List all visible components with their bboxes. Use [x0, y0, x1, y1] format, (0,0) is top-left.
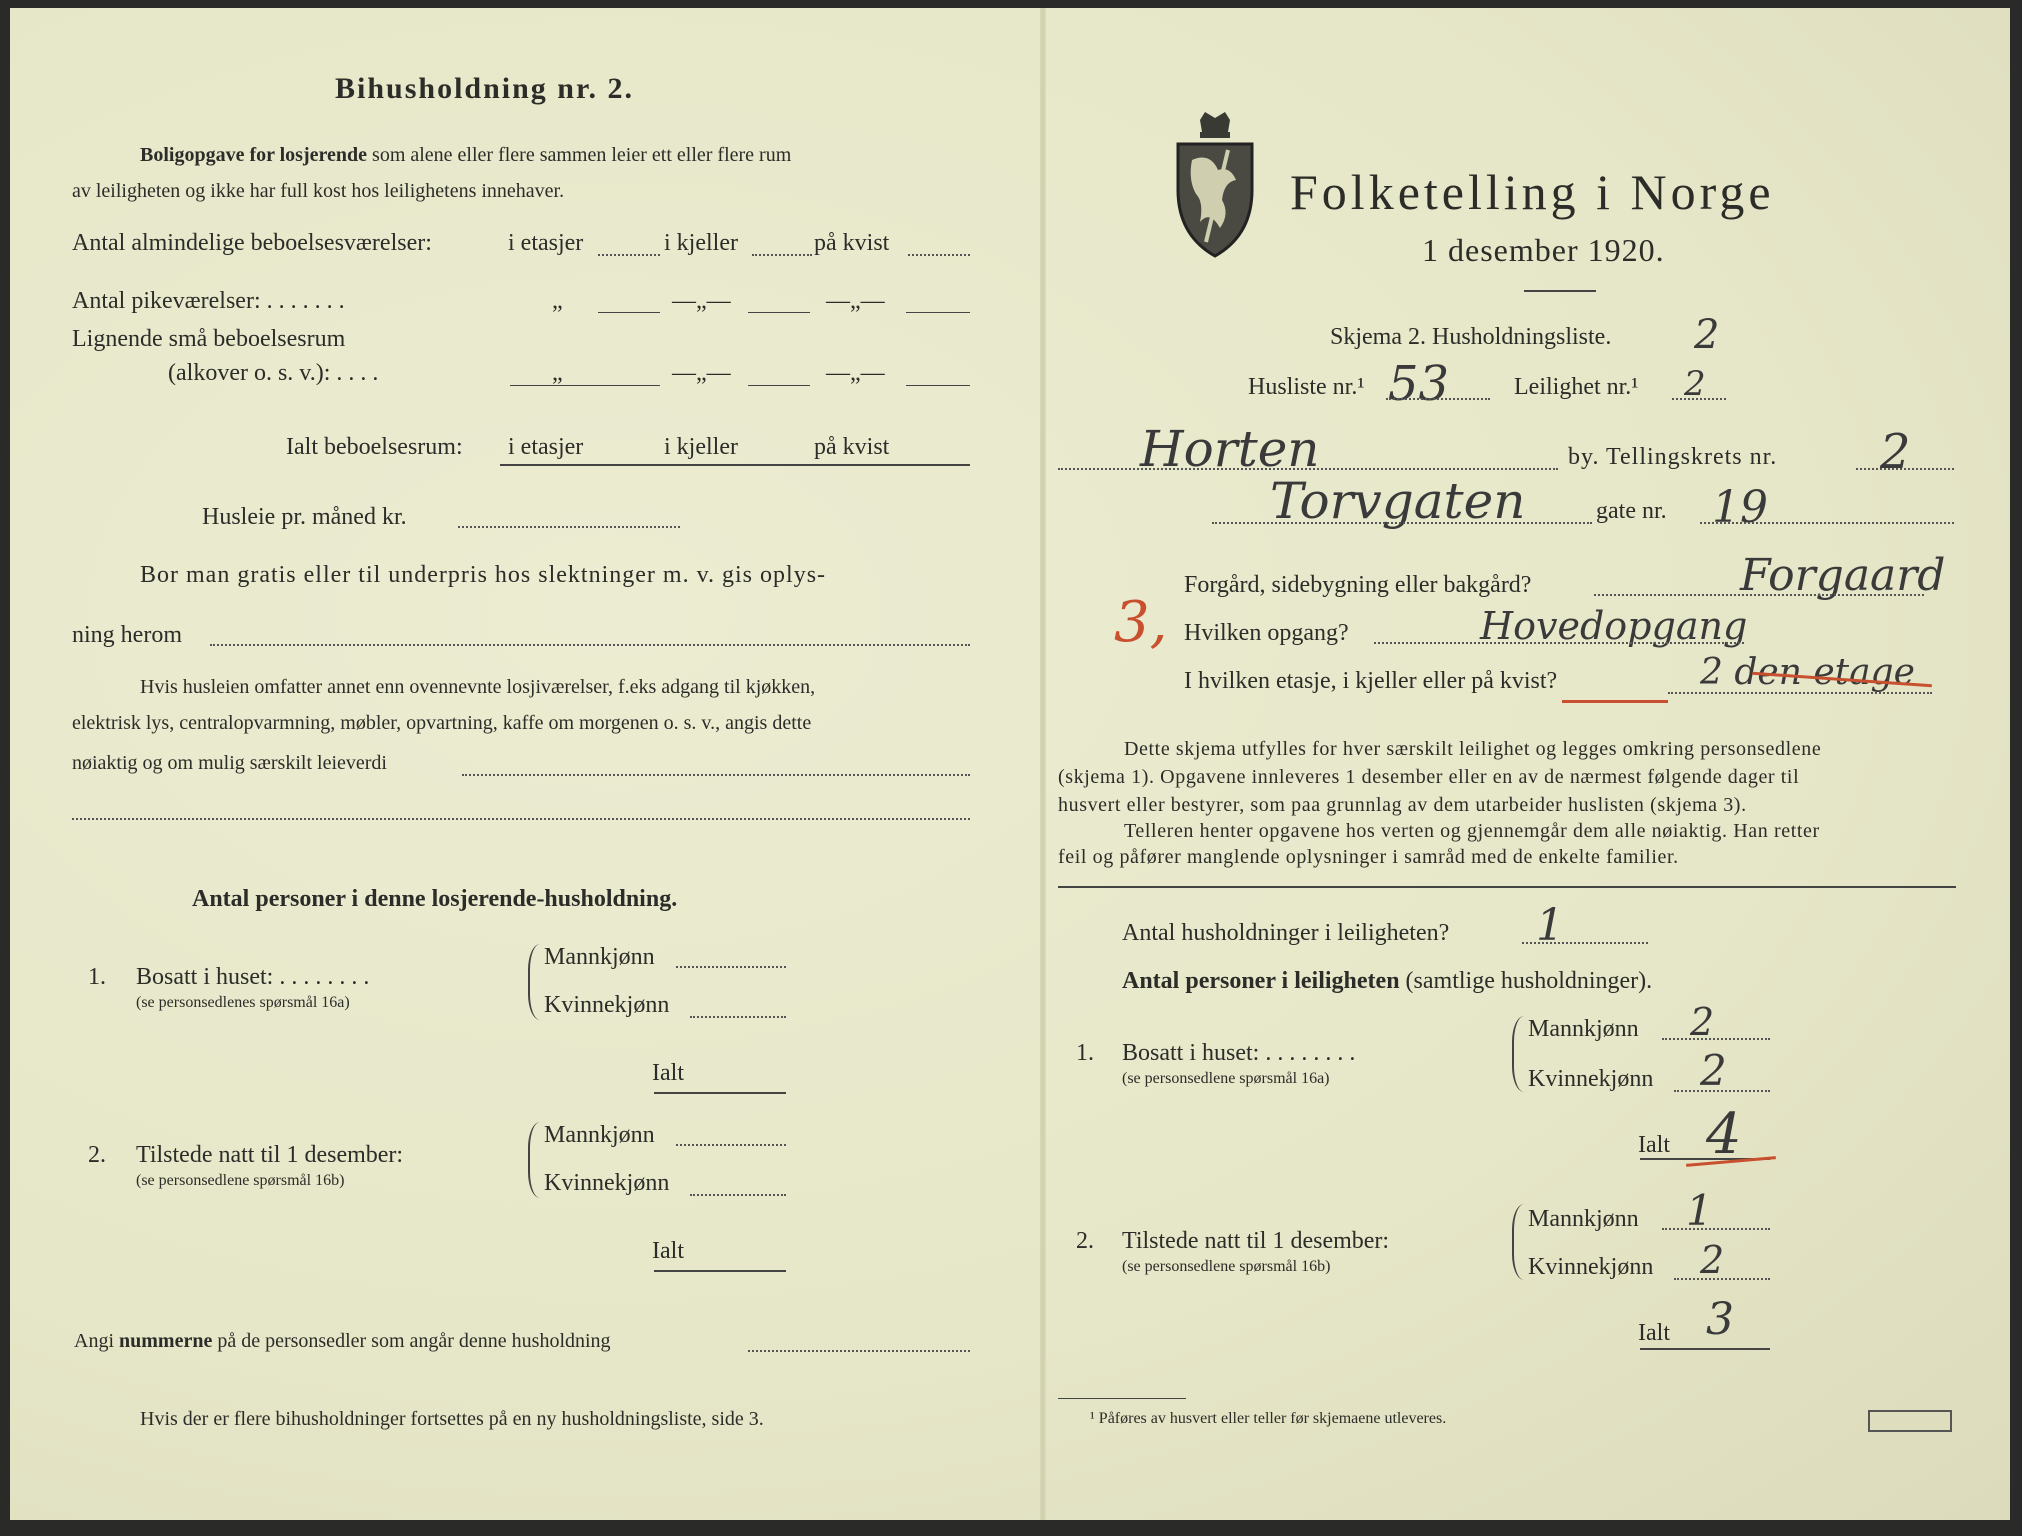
page-fold [1040, 8, 1046, 1520]
left-title: Bihusholdning nr. 2. [335, 72, 635, 105]
right-tilstede-ialt-value: 3 [1706, 1294, 1734, 1345]
right-bosatt-label: Bosatt i huset: . . . . . . . . [1122, 1040, 1356, 1066]
leilighet-label: Leilighet nr.¹ [1514, 374, 1639, 400]
intro-line-2: av leiligheten og ikke har full kost hos leilighetens innehaver. [72, 180, 565, 202]
husliste-label: Husliste nr.¹ [1248, 374, 1365, 400]
lignende-label: Lignende små beboelsesrum [72, 326, 346, 352]
census-date: 1 desember 1920. [1422, 232, 1665, 268]
antal-husholdninger-value: 1 [1536, 900, 1564, 951]
gate-value: Torvgaten [1270, 472, 1526, 530]
norway-coat-of-arms-icon [1170, 110, 1260, 260]
hvis-line-1: Hvis husleien omfatter annet enn ovennevnte losjiværelser, f.eks adgang til kjøkken, [140, 676, 816, 698]
gratis-line-2: ning herom [72, 622, 182, 648]
right-tilstede-label: Tilstede natt til 1 desember: [1122, 1228, 1390, 1254]
right-bosatt-ialt-value: 4 [1706, 1102, 1742, 1167]
hvis-line-2: elektrisk lys, centralopvarmning, møbler, opvartning, kaffe om morgenen o. s. v., angis dette [72, 712, 812, 734]
rooms-etasjer: i etasjer [508, 230, 584, 256]
teller-line-2: feil og påfører manglende oplysninger i samråd med de enkelte familier. [1058, 846, 1679, 868]
opgang-label: Hvilken opgang? [1184, 620, 1349, 646]
forgaard-label: Forgård, sidebygning eller bakgård? [1184, 572, 1532, 598]
by-value: Horten [1140, 420, 1320, 478]
gate-nr-value: 19 [1712, 482, 1768, 533]
margin-mark: 3, [1114, 590, 1168, 655]
antal-husholdninger-label: Antal husholdninger i leiligheten? [1122, 920, 1450, 946]
dette-line-3: husvert eller bestyrer, som paa grunnlag av dem utarbeider huslisten (skjema 3). [1058, 794, 1747, 816]
antal-personer-heading: Antal personer i leiligheten (samtlige husholdninger). [1122, 968, 1653, 994]
dette-line-1: Dette skjema utfylles for hver særskilt leilighet og legges omkring personsedlene [1124, 738, 1822, 760]
opgang-value: Hovedopgang [1480, 604, 1748, 648]
rooms-label: Antal almindelige beboelsesværelser: [72, 230, 432, 256]
flere-line: Hvis der er flere bihusholdninger fortsettes på en ny husholdningsliste, side 3. [140, 1408, 764, 1430]
footnote: ¹ Påføres av husvert eller teller før skjemaene utleveres. [1090, 1410, 1447, 1427]
skjema-label: Skjema 2. Husholdningsliste. [1330, 324, 1612, 350]
dette-line-2: (skjema 1). Opgavene innleveres 1 desember eller en av de nærmest følgende dager til [1058, 766, 1800, 788]
etasje-value: 2 den etage [1700, 652, 1915, 693]
by-label: by. Tellingskrets nr. [1568, 444, 1778, 470]
hvis-line-3: nøiaktig og om mulig særskilt leieverdi [72, 752, 387, 774]
teller-line-1: Telleren henter opgavene hos verten og gjennemgår dem alle nøiaktig. Han retter [1124, 820, 1820, 842]
gratis-line-1: Bor man gratis eller til underpris hos slektninger m. v. gis oplys- [140, 562, 827, 588]
rooms-kvist: på kvist [814, 230, 890, 256]
rooms-kjeller: i kjeller [664, 230, 738, 256]
etasje-label: I hvilken etasje, i kjeller eller på kvist? [1184, 668, 1558, 694]
left-tilstede-label: Tilstede natt til 1 desember: [136, 1142, 404, 1168]
angi-line: Angi nummerne på de personsedler som angår denne husholdning [74, 1330, 611, 1352]
left-persons-heading: Antal personer i denne losjerende-husholdning. [192, 886, 678, 912]
intro-line-1: Boligopgave for losjerende som alene eller flere sammen leier ett eller flere rum [140, 144, 792, 166]
skjema-value: 2 [1694, 312, 1720, 358]
gate-label: gate nr. [1596, 498, 1667, 524]
right-bosatt-kvinne-value: 2 [1700, 1046, 1727, 1095]
left-bosatt-label: Bosatt i huset: . . . . . . . . [136, 964, 370, 990]
husleie-label: Husleie pr. måned kr. [202, 504, 407, 530]
ialt-rum-label: Ialt beboelsesrum: [286, 434, 463, 460]
pike-label: Antal pikeværelser: . . . . . . . [72, 288, 345, 314]
right-bosatt-mann-value: 2 [1690, 1000, 1715, 1044]
alkover-label: (alkover o. s. v.): . . . . [168, 360, 379, 386]
printer-stamp [1868, 1410, 1952, 1432]
tellingskrets-value: 2 [1880, 424, 1911, 480]
forgaard-value: Forgaard [1740, 550, 1946, 601]
right-tilstede-mann-value: 1 [1686, 1186, 1713, 1235]
right-tilstede-kvinne-value: 2 [1700, 1238, 1725, 1282]
husliste-value: 53 [1388, 356, 1450, 412]
leilighet-value: 2 [1684, 364, 1706, 404]
right-title: Folketelling i Norge [1290, 164, 1775, 220]
